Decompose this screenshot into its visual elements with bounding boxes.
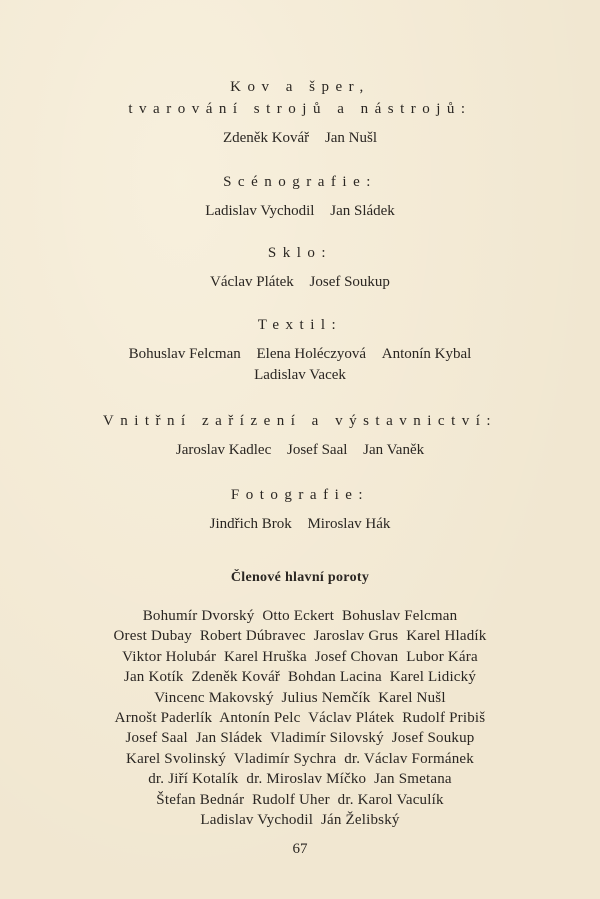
section-interior-exhibitions — [0, 410, 600, 461]
person-name: Miroslav Hák — [307, 516, 391, 532]
person-name: Josef Soukup — [309, 274, 390, 290]
person-name: Zdeněk Kovář — [222, 130, 310, 146]
section-names — [0, 344, 600, 365]
jury-section — [0, 568, 600, 830]
jury-line: dr. Jiří Kotalík dr. Miroslav Míčko Jan Smetana — [148, 771, 452, 788]
section-photography — [0, 484, 600, 535]
person-name: Josef Saal — [287, 442, 348, 458]
section-names — [0, 128, 600, 149]
section-names — [0, 514, 600, 535]
section-textile — [0, 314, 600, 386]
section-names — [0, 440, 600, 461]
person-name: Jindřich Brok — [209, 516, 292, 532]
jury-line: Bohumír Dvorský Otto Eckert Bohuslav Felcman — [142, 608, 458, 624]
jury-title: Členové hlavní poroty — [230, 570, 370, 585]
section-names — [0, 201, 600, 222]
jury-line: Viktor Holubár Karel Hruška Josef Chovan Lubor Kára — [122, 648, 478, 665]
person-name: Ladislav Vychodil — [205, 203, 315, 219]
jury-line: Ladislav Vychodil Ján Želibský — [200, 812, 400, 829]
person-name: Jan Sládek — [330, 203, 395, 219]
section-heading: Vnitřní zařízení a výstavnictví: — [102, 413, 498, 429]
person-name: Jan Vaněk — [363, 442, 425, 458]
section-heading: Scénografie: — [223, 174, 377, 190]
jury-line: Arnošt Paderlík Antonín Pelc Václav Plátek Rudolf Pribiš — [114, 710, 486, 727]
section-names — [0, 272, 600, 293]
section-heading: Fotografie: — [230, 487, 370, 503]
section-glass — [0, 242, 600, 293]
person-name: Václav Plátek — [210, 274, 294, 290]
section-heading: Kov a šper, — [230, 79, 370, 95]
person-name: Elena Holéczyová — [256, 346, 367, 362]
person-name: Ladislav Vacek — [254, 367, 346, 383]
section-names — [0, 365, 600, 386]
section-scenography — [0, 171, 600, 222]
person-name: Jan Nušl — [324, 130, 378, 146]
jury-members — [0, 606, 600, 830]
section-metal-jewelry — [0, 76, 600, 149]
person-name: Jaroslav Kadlec — [175, 442, 272, 458]
jury-line: Karel Svolinský Vladimír Sychra dr. Václav Formánek — [126, 750, 474, 767]
jury-line: Josef Saal Jan Sládek Vladimír Silovský Josef Soukup — [125, 730, 475, 747]
section-heading: Textil: — [257, 317, 343, 333]
jury-line: Jan Kotík Zdeněk Kovář Bohdan Lacina Karel Lidický — [123, 669, 477, 686]
jury-line: Orest Dubay Robert Dúbravec Jaroslav Grus Karel Hladík — [113, 628, 487, 645]
jury-line: Vincenc Makovský Julius Nemčík Karel Nušl — [154, 689, 446, 706]
section-heading: Sklo: — [267, 245, 333, 261]
page-number: 67 — [292, 841, 308, 857]
section-heading: tvarování strojů a nástrojů: — [128, 101, 472, 117]
jury-line: Štefan Bednár Rudolf Uher dr. Karol Vaculík — [156, 791, 444, 808]
person-name: Bohuslav Felcman — [128, 346, 241, 362]
person-name: Antonín Kybal — [381, 346, 472, 362]
